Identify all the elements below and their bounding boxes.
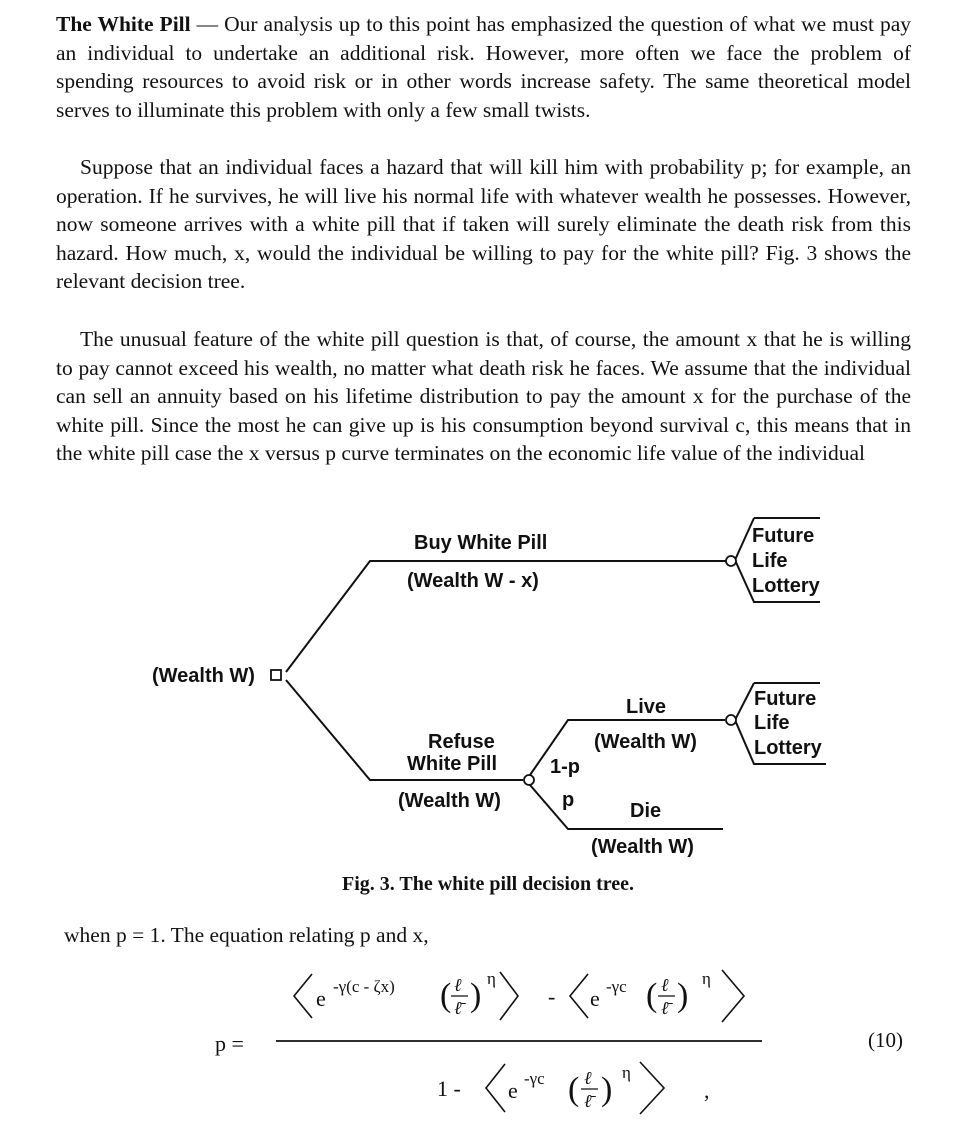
paragraph-1-text: Our analysis up to this point has emphasized the question of what we must pay an individual to undertake an additional risk. However, more often we face the problem of spending resources to avoid risk or in other words increase safety. The same theoretical model serves to illuminate this problem with only a few small twists.	[56, 12, 912, 122]
num-term1-base: e	[316, 986, 326, 1011]
num-term1-exp: -γ(c - ζx)	[333, 977, 395, 996]
prob-live-label: 1-p	[550, 756, 580, 778]
prob-die-label: p	[562, 789, 575, 811]
den-base: e	[508, 1078, 518, 1103]
angle-bracket-right-1	[500, 972, 518, 1020]
equation-10	[0, 956, 976, 1146]
equation-lhs: p =	[215, 1031, 244, 1056]
refuse-label-line-2: White Pill	[407, 753, 497, 775]
den-exp: -γc	[524, 1069, 545, 1088]
live-wealth-label: (Wealth W)	[594, 731, 697, 753]
angle-bracket-right-2	[722, 970, 744, 1022]
angle-bracket-right-3	[640, 1062, 664, 1114]
future-top-line-1: Future	[752, 525, 815, 547]
num-term2-power: η	[702, 969, 711, 988]
angle-bracket-left-1	[294, 974, 312, 1018]
future-bottom-line-2: Life	[754, 712, 790, 734]
die-label: Die	[630, 800, 662, 822]
chance-node-live	[726, 715, 736, 725]
angle-bracket-left-2	[570, 974, 588, 1018]
figure-caption: Fig. 3. The white pill decision tree.	[341, 873, 635, 895]
den-frac-top: ℓ	[584, 1068, 592, 1088]
den-paren-open: (	[568, 1071, 580, 1108]
num-term1-frac-top: ℓ	[454, 975, 462, 995]
heading-dash: —	[190, 12, 225, 36]
num-term1-power: η	[487, 969, 496, 988]
num-term2-frac-bottom: ℓ̄	[661, 998, 669, 1018]
num-term1-frac-bottom: ℓ̄	[454, 998, 462, 1018]
num-term2-exp: -γc	[606, 977, 627, 996]
num-term2-frac-top: ℓ	[661, 975, 669, 995]
num-term1-paren-close: )	[470, 977, 482, 1014]
refuse-label-line-1: Refuse	[428, 731, 495, 753]
buy-wealth-label: (Wealth W - x)	[407, 570, 539, 592]
den-power: η	[622, 1063, 631, 1082]
future-top-line-2: Life	[752, 550, 788, 572]
angle-bracket-left-3	[486, 1064, 505, 1112]
live-label: Live	[626, 696, 667, 718]
denominator-one-minus: 1 -	[437, 1076, 461, 1101]
future-bottom-line-3: Lottery	[754, 737, 822, 759]
die-branch-line	[530, 785, 723, 829]
num-term2-paren-close: )	[677, 977, 689, 1014]
paragraph-2: Suppose that an individual faces a hazard that will kill him with probability p; for example, an operation. If he survives, he will live his normal life with whatever wealth he possesses. However, now someone arrives with a white pill that if taken will surely eliminate the death risk from this hazard. How much, x, would the individual be willing to pay for the white pill? Fig. 3 shows the relevant decision tree.	[56, 155, 911, 294]
equation-trailing-comma: ,	[704, 1078, 710, 1103]
buy-label: Buy White Pill	[414, 532, 548, 554]
num-term2-paren-open: (	[646, 977, 658, 1014]
num-term1-paren-open: (	[440, 977, 452, 1014]
den-paren-close: )	[601, 1071, 613, 1108]
decision-node-square	[271, 670, 281, 680]
num-term2-base: e	[590, 986, 600, 1011]
future-top-line-3: Lottery	[752, 575, 820, 597]
den-frac-bottom: ℓ̄	[584, 1091, 592, 1111]
equation-number: (10)	[868, 1028, 903, 1052]
paragraph-3: The unusual feature of the white pill question is that, of course, the amount x that he is willing to pay cannot exceed his wealth, no matter what death risk he faces. We assume that the individual can sell an annuity based on his lifetime distribution to pay the amount x for the purchase of the white pill. Since the most he can give up is his consumption beyond survival c, this means that in the white pill case the x versus p curve terminates on the economic life value of the individual	[56, 327, 911, 466]
chance-node-buy	[726, 556, 736, 566]
root-wealth-label: (Wealth W)	[152, 665, 255, 687]
future-bottom-line-1: Future	[754, 688, 817, 710]
chance-node-refuse	[524, 775, 534, 785]
equation-lead-in: when p = 1. The equation relating p and x,	[64, 923, 429, 947]
die-wealth-label: (Wealth W)	[591, 836, 694, 858]
refuse-wealth-label: (Wealth W)	[398, 790, 501, 812]
section-heading: The White Pill	[56, 12, 191, 36]
numerator-minus: -	[548, 984, 556, 1009]
